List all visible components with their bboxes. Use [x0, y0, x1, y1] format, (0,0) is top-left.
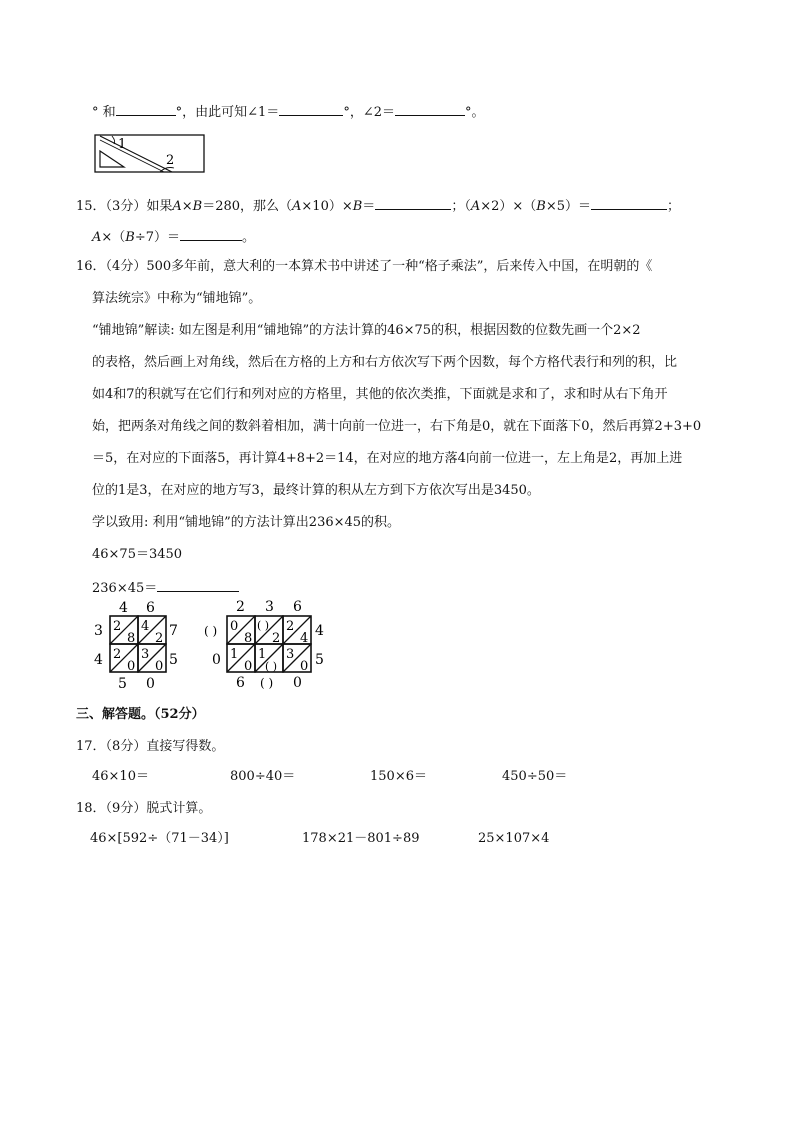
q17-item: 46×10＝	[92, 769, 149, 784]
cell-digit: 4	[300, 631, 309, 646]
q18-item: 46×[592÷（71－34）]	[90, 831, 229, 846]
q17-item: 450÷50＝	[502, 769, 568, 784]
q15-line1: 15．（3分）如果A×B＝280，那么（A×10）×B＝ ；（A×2）×（B×5）＝ ；	[76, 196, 680, 216]
q18-title: 18．（9分）脱式计算。	[76, 801, 212, 816]
cell-digit: 1	[258, 647, 267, 662]
q16-line6: 始，把两条对角线之间的数斜着相加，满十向前一位进一，右下角是0，就在下面落下0，然后再算2+3+0	[92, 419, 702, 434]
cell-digit: 2	[272, 631, 281, 646]
cell-digit: ( )	[265, 660, 278, 673]
cell-digit: 2	[286, 619, 295, 634]
q16-line5: 如4和7的积就写在它们行和列对应的方格里，其他的依次类推，下面就是求和了，求和时从右下角开	[92, 387, 668, 402]
q16-line1: 16．（4分）500多年前，意大利的一本算术书中讲述了一种“格子乘法”，后来传入中国，在明朝的《	[76, 259, 653, 274]
answer-blank[interactable]	[375, 196, 451, 210]
answer-blank[interactable]	[395, 102, 465, 116]
q16-equation-2: 236×45＝	[92, 578, 239, 598]
cell-digit: ( )	[257, 619, 270, 632]
cell-digit: 2	[113, 619, 122, 634]
q15-line2: A×（B÷7）＝ 。	[92, 227, 255, 247]
lattice-grid-236x45	[202, 598, 342, 692]
angle-1-label: 1	[118, 137, 127, 152]
q17-title: 17．（8分）直接写得数。	[76, 739, 225, 754]
q16-equation-1: 46×75＝3450	[92, 547, 183, 562]
left-digit: 0	[212, 652, 221, 668]
cell-digit: 1	[230, 647, 239, 662]
cell-digit: 2	[155, 631, 164, 646]
bottom-digit: 6	[236, 675, 245, 691]
q18-item: 25×107×4	[478, 831, 550, 846]
top-digit: 2	[236, 599, 245, 615]
q18-item: 178×21－801÷89	[302, 831, 420, 846]
bottom-digit: 0	[146, 676, 155, 692]
right-digit: 4	[315, 623, 324, 639]
cell-digit: 8	[127, 631, 136, 646]
q16-line7: ＝5，在对应的下面落5，再计算4+8+2＝14，在对应的地方落4向前一位进一，左上角是2，再加上进	[92, 451, 683, 466]
left-digit: ( )	[204, 624, 218, 638]
cell-digit: 0	[155, 659, 164, 674]
q16-line9: 学以致用: 利用“铺地锦”的方法计算出236×45的积。	[92, 515, 401, 530]
answer-blank[interactable]	[180, 227, 242, 241]
q16-line3: “铺地锦”解读: 如左图是利用“铺地锦”的方法计算的46×75的积，根据因数的位数先画一个2×2	[92, 323, 641, 338]
top-digit: 6	[293, 599, 302, 615]
triangle-ruler-figure	[94, 134, 206, 174]
bottom-digit: ( )	[260, 676, 274, 690]
answer-blank[interactable]	[591, 196, 667, 210]
section-title: 三、解答题。（52分）	[76, 707, 205, 722]
top-digit: 6	[146, 600, 155, 616]
cell-digit: 0	[127, 659, 136, 674]
cell-digit: 4	[141, 619, 150, 634]
q17-item: 150×6＝	[370, 769, 427, 784]
top-digit: 3	[265, 599, 274, 615]
cell-digit: 0	[230, 619, 239, 634]
left-digit: 3	[94, 623, 103, 639]
right-digit: 5	[169, 652, 178, 668]
q16-line4: 的表格，然后画上对角线，然后在方格的上方和右方依次写下两个因数，每个方格代表行和列的积，比	[92, 355, 678, 370]
cell-digit: 2	[113, 647, 122, 662]
bottom-digit: 0	[293, 675, 302, 691]
cell-digit: 0	[300, 659, 309, 674]
angle-2-label: 2	[166, 153, 175, 168]
left-digit: 4	[94, 652, 103, 668]
cell-digit: 8	[244, 631, 253, 646]
cell-digit: 3	[141, 647, 150, 662]
q14-answer-line: ° 和 °，由此可知∠1＝ °，∠2＝ °。	[92, 102, 485, 122]
bottom-digit: 5	[118, 676, 127, 692]
lattice-grid-46x75	[88, 600, 188, 692]
q16-line2: 算法统宗》中称为“铺地锦”。	[92, 291, 262, 306]
cell-digit: 3	[286, 647, 295, 662]
answer-blank[interactable]	[279, 102, 343, 116]
cell-digit: 0	[244, 659, 253, 674]
right-digit: 7	[169, 623, 178, 639]
right-digit: 5	[315, 652, 324, 668]
answer-blank[interactable]	[157, 578, 239, 592]
q16-line8: 位的1是3，在对应的地方写3，最终计算的积从左方到下方依次写出是3450。	[92, 483, 540, 498]
answer-blank[interactable]	[116, 102, 176, 116]
q17-item: 800÷40＝	[230, 769, 296, 784]
top-digit: 4	[119, 600, 128, 616]
